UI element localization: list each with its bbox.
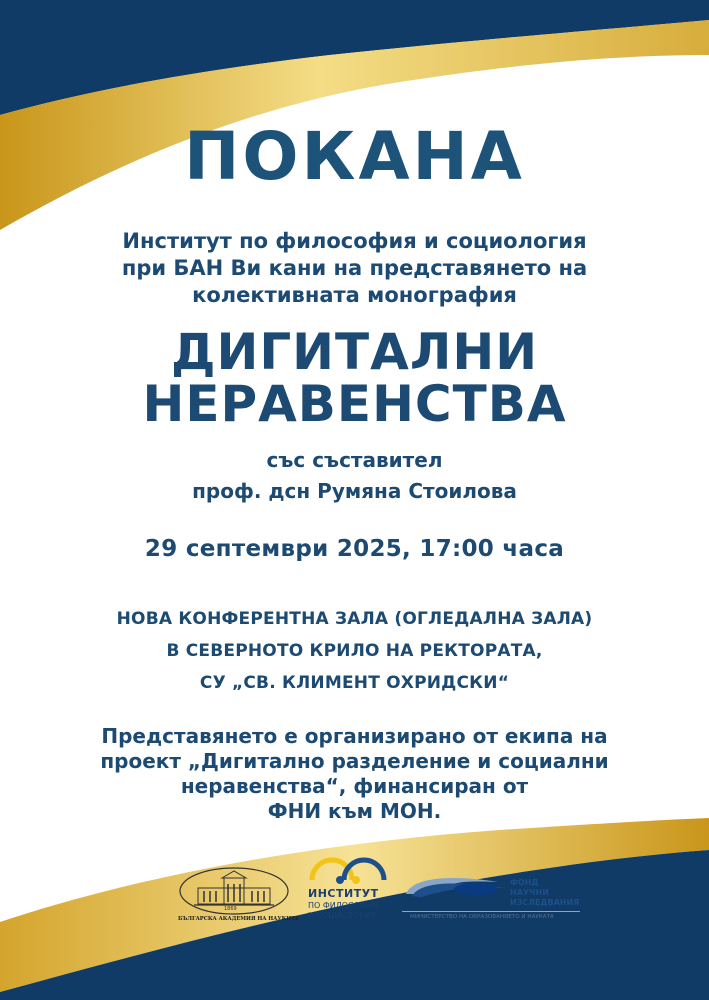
invitation-title: ПОКАНА	[184, 118, 525, 195]
book-title-line: ДИГИТАЛНИ	[170, 323, 539, 381]
ban-logo	[178, 866, 300, 926]
fund-logo	[402, 872, 582, 928]
institute-line3: И СОЦИОЛОГИЯ	[308, 911, 376, 920]
intro-text	[0, 228, 709, 309]
editor-line: проф. дсн Румяна Стоилова	[192, 479, 517, 503]
fund-divider	[402, 911, 580, 912]
institute-logo	[306, 850, 390, 930]
fund-ministry: МИНИСТЕРСТВО НА ОБРАЗОВАНИЕТО И НАУКАТА	[410, 914, 554, 920]
venue-info	[0, 603, 709, 699]
organizer-line: неравенства“, финансиран от	[180, 774, 529, 798]
fund-line3: ИЗСЛЕДВАНИЯ	[510, 898, 580, 907]
intro-line: при БАН Ви кани на представянето на	[121, 256, 588, 280]
organizer-line: проект „Дигитално разделение и социални	[100, 749, 609, 773]
ban-caption: БЪЛГАРСКА АКАДЕМИЯ НА НАУКИТЕ	[178, 916, 300, 922]
organizer-line: ФНИ към МОН.	[267, 799, 442, 823]
venue-line: СУ „СВ. КЛИМЕНТ ОХРИДСКИ“	[199, 673, 510, 693]
editor-info	[0, 445, 709, 507]
intro-line: колективната монография	[192, 283, 517, 307]
book-title-line: НЕРАВЕНСТВА	[142, 375, 567, 433]
institute-arches-icon	[306, 850, 390, 886]
ban-year: 1869	[224, 906, 237, 912]
intro-line: Институт по философия и социология	[122, 229, 587, 253]
organizer-info	[0, 724, 709, 824]
date-time: 29 септември 2025, 17:00 часа	[144, 536, 565, 562]
book-title	[0, 323, 709, 433]
fund-swirl-icon	[402, 872, 512, 912]
venue-line: В СЕВЕРНОТО КРИЛО НА РЕКТОРАТА,	[166, 641, 543, 661]
fund-line1: ФОНД	[510, 878, 539, 887]
editor-line: със съставител	[266, 448, 443, 472]
fund-line2: НАУЧНИ	[510, 888, 549, 897]
institute-name: ИНСТИТУТ	[308, 887, 379, 900]
venue-line: НОВА КОНФЕРЕНТНА ЗАЛА (ОГЛЕДАЛНА ЗАЛА)	[116, 609, 593, 629]
institute-line2: ПО ФИЛОСОФИЯ	[308, 901, 379, 910]
organizer-line: Представянето е организирано от екипа на	[101, 724, 608, 748]
